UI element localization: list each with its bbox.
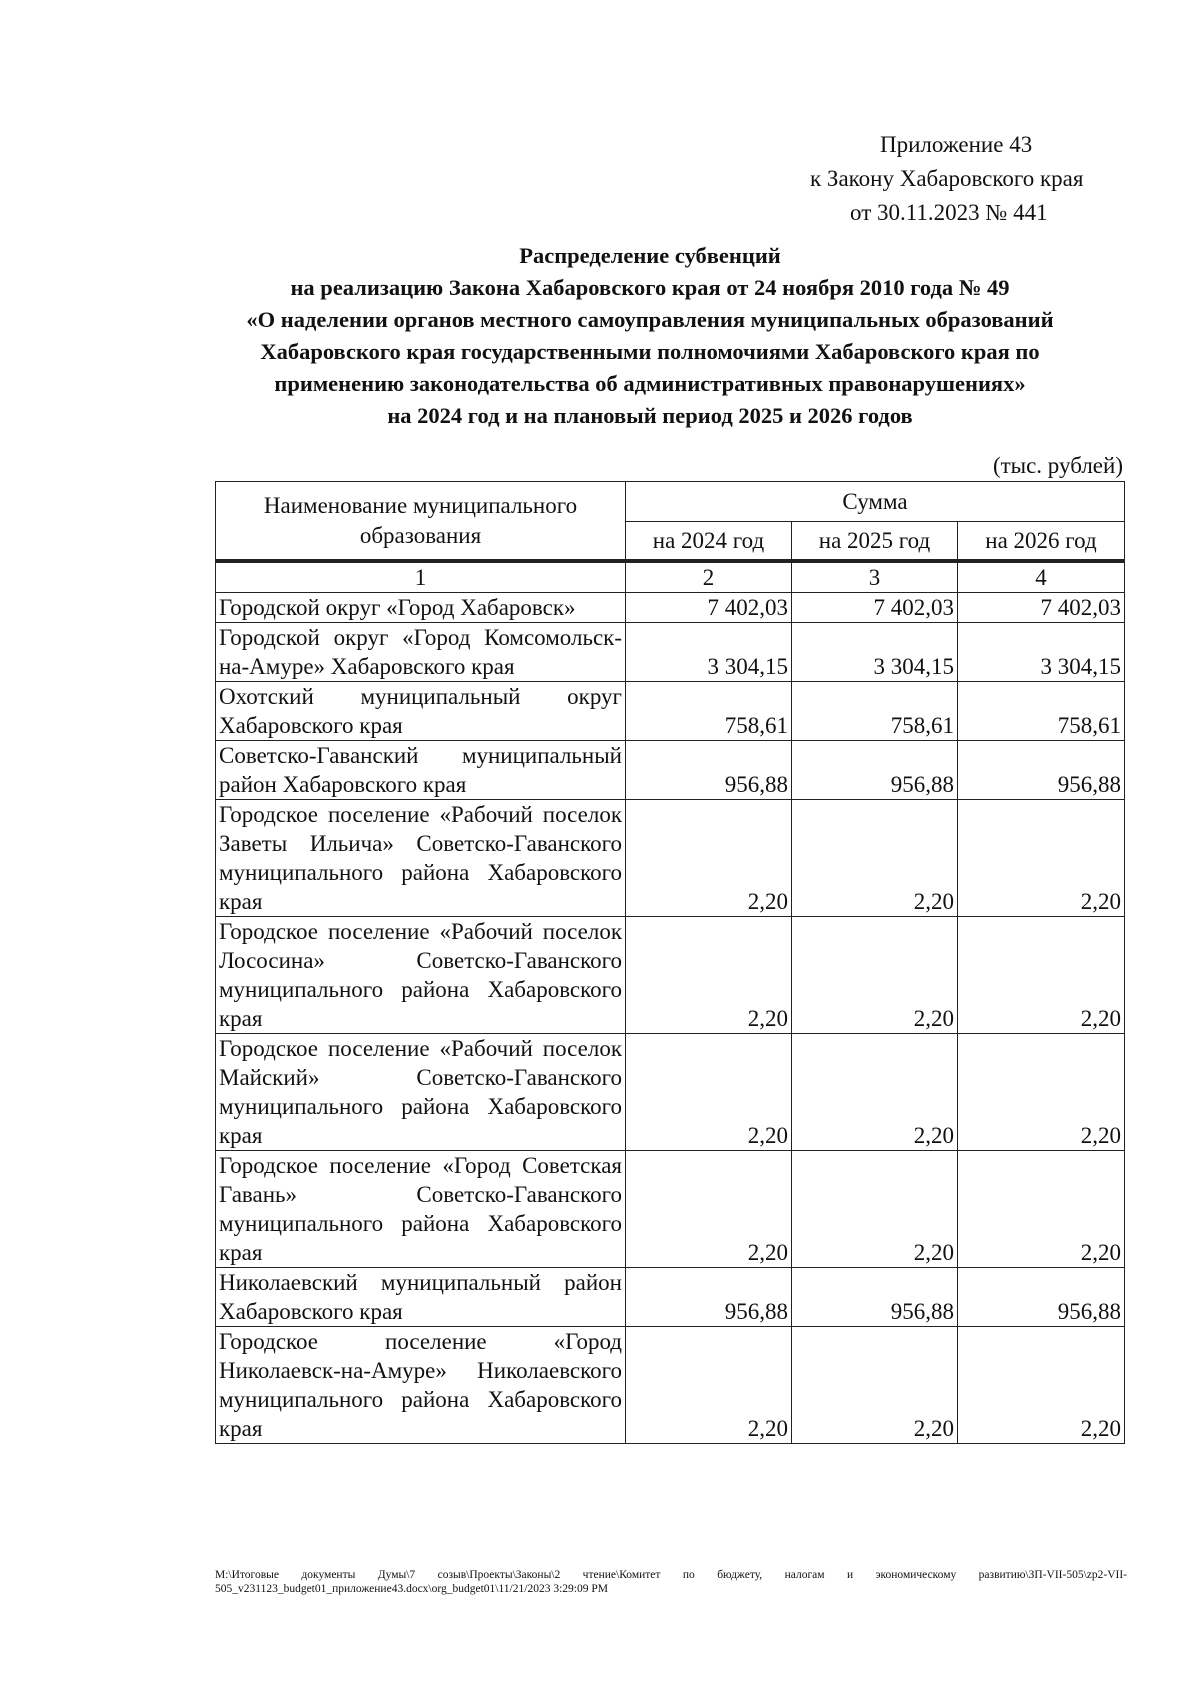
- row-value-2026: 2,20: [958, 800, 1125, 917]
- row-value-2025: 758,61: [792, 682, 958, 741]
- appendix-law: к Закону Хабаровского края: [810, 166, 1084, 191]
- table-row: [216, 917, 1125, 1034]
- row-value-2026: 3 304,15: [958, 623, 1125, 682]
- row-value-2024: 956,88: [626, 1268, 792, 1327]
- units-label: (тыс. рублей): [992, 453, 1123, 478]
- appendix-number: Приложение 43: [880, 132, 1033, 157]
- row-name: Городской округ «Город Комсомольск-на-Амуре» Хабаровского края: [216, 623, 626, 682]
- header-name: Наименование муниципального образования: [216, 482, 626, 562]
- row-value-2024: 2,20: [626, 917, 792, 1034]
- row-value-2026: 2,20: [958, 1034, 1125, 1151]
- title-line-3: «О наделении органов местного самоуправления муниципальных образований: [246, 307, 1054, 332]
- row-name: Городское поселение «Город Советская Гавань» Советско-Гаванского муниципального района Хабаровского края: [216, 1151, 626, 1268]
- header-year-2026: на 2026 год: [958, 522, 1125, 562]
- col-number-1: 1: [216, 561, 626, 593]
- row-value-2024: 2,20: [626, 1327, 792, 1444]
- row-value-2026: 758,61: [958, 682, 1125, 741]
- header-year-2024: на 2024 год: [626, 522, 792, 562]
- table-row: [216, 1327, 1125, 1444]
- row-name: Городской округ «Город Хабаровск»: [216, 593, 626, 623]
- row-value-2024: 758,61: [626, 682, 792, 741]
- row-name: Николаевский муниципальный район Хабаровского края: [216, 1268, 626, 1327]
- row-value-2025: 2,20: [792, 1327, 958, 1444]
- row-value-2025: 7 402,03: [792, 593, 958, 623]
- table-row: [216, 1268, 1125, 1327]
- subvention-table: [215, 481, 1125, 1444]
- row-name: Охотский муниципальный округ Хабаровского края: [216, 682, 626, 741]
- row-value-2025: 2,20: [792, 1034, 958, 1151]
- row-name: Городское поселение «Рабочий поселок Заветы Ильича» Советско-Гаванского муниципального района Хабаровского края: [216, 800, 626, 917]
- col-number-3: 3: [792, 561, 958, 593]
- header-sum: Сумма: [626, 482, 1125, 522]
- table-row: [216, 682, 1125, 741]
- row-value-2026: 2,20: [958, 917, 1125, 1034]
- row-value-2026: 956,88: [958, 1268, 1125, 1327]
- row-value-2025: 2,20: [792, 800, 958, 917]
- row-value-2024: 2,20: [626, 1151, 792, 1268]
- col-number-2: 2: [626, 561, 792, 593]
- row-value-2024: 7 402,03: [626, 593, 792, 623]
- document-title: [190, 240, 1110, 432]
- col-number-4: 4: [958, 561, 1125, 593]
- row-name: Городское поселение «Город Николаевск-на-Амуре» Николаевского муниципального района Хабаровского края: [216, 1327, 626, 1444]
- table-row: [216, 741, 1125, 800]
- row-value-2026: 956,88: [958, 741, 1125, 800]
- row-name: Советско-Гаванский муниципальный район Хабаровского края: [216, 741, 626, 800]
- row-value-2025: 956,88: [792, 741, 958, 800]
- row-value-2024: 956,88: [626, 741, 792, 800]
- table-row: [216, 1151, 1125, 1268]
- row-value-2024: 2,20: [626, 1034, 792, 1151]
- row-value-2025: 2,20: [792, 917, 958, 1034]
- row-value-2026: 7 402,03: [958, 593, 1125, 623]
- table-row: [216, 623, 1125, 682]
- column-numbers-row: [216, 561, 1125, 593]
- title-line-1: Распределение субвенций: [519, 243, 781, 268]
- header-year-2025: на 2025 год: [792, 522, 958, 562]
- table-row: [216, 1034, 1125, 1151]
- title-line-2: на реализацию Закона Хабаровского края от 24 ноября 2010 года № 49: [290, 275, 1010, 300]
- row-value-2025: 2,20: [792, 1151, 958, 1268]
- row-value-2024: 3 304,15: [626, 623, 792, 682]
- row-value-2025: 3 304,15: [792, 623, 958, 682]
- file-path-footer: M:\Итоговые документы Думы\7 созыв\Проекты\Законы\2 чтение\Комитет по бюджету, налогам и экономическому развитию\ЗП-VII-505\zp2-VII-505_v231123_budget01_приложение43.docx\org_budget01\11/21/2023 3:29:09 PM: [215, 1569, 1127, 1595]
- row-name: Городское поселение «Рабочий поселок Майский» Советско-Гаванского муниципального района Хабаровского края: [216, 1034, 626, 1151]
- row-value-2026: 2,20: [958, 1327, 1125, 1444]
- title-line-6: на 2024 год и на плановый период 2025 и 2026 годов: [387, 403, 913, 428]
- appendix-reference: [810, 128, 1130, 230]
- row-value-2025: 956,88: [792, 1268, 958, 1327]
- row-value-2026: 2,20: [958, 1151, 1125, 1268]
- row-value-2024: 2,20: [626, 800, 792, 917]
- title-line-4: Хабаровского края государственными полномочиями Хабаровского края по: [260, 339, 1040, 364]
- table-row: [216, 800, 1125, 917]
- title-line-5: применению законодательства об административных правонарушениях»: [274, 371, 1026, 396]
- appendix-date: от 30.11.2023 № 441: [850, 200, 1048, 225]
- table-row: [216, 593, 1125, 623]
- row-name: Городское поселение «Рабочий поселок Лососина» Советско-Гаванского муниципального района Хабаровского края: [216, 917, 626, 1034]
